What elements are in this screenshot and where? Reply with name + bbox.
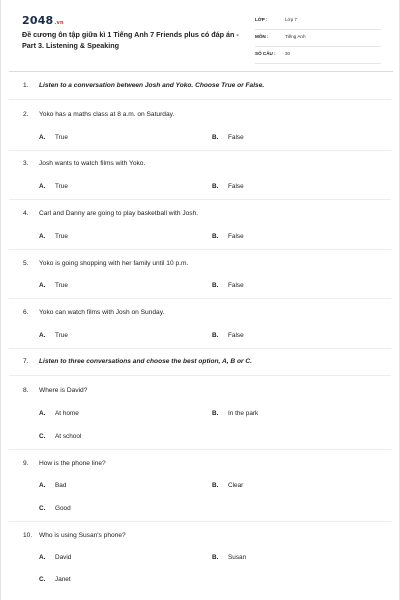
option-b[interactable] [212,282,244,289]
question-text: Yoko has a maths class at 8 a.m. on Saturday. [39,111,175,118]
question-10 [23,532,126,539]
option-text: In the park [228,410,259,417]
option-a[interactable] [39,554,71,561]
item-number: 2. [23,111,29,118]
question-text: How is the phone line? [39,460,106,467]
option-text: True [55,134,68,141]
item-divider [9,449,391,450]
option-text: True [55,282,68,289]
option-text: True [55,183,68,190]
option-text: David [55,554,72,561]
document-title: Đề cương ôn tập giữa kì 1 Tiếng Anh 7 Friends plus có đáp án - Part 3. Listening & Speaking [22,30,239,50]
option-letter: C. [39,576,46,583]
option-text: False [228,183,244,190]
question-3 [23,160,145,167]
question-8 [23,387,87,394]
item-number: 8. [23,387,29,394]
instruction-text: Listen to a conversation between Josh and Yoko. Choose True or False. [39,82,265,89]
option-a[interactable] [39,332,68,339]
option-letter: A. [39,410,46,417]
option-letter: B. [212,332,219,339]
option-letter: A. [39,282,46,289]
option-letter: B. [212,134,219,141]
option-b[interactable] [212,134,244,141]
logo-suffix: .vn [54,20,64,26]
meta-value: Tiếng Anh [285,34,306,39]
item-number: 3. [23,160,29,167]
item-divider [9,99,391,100]
option-text: Janet [55,576,71,583]
option-text: Susan [228,554,247,561]
instruction-7 [23,358,252,365]
option-letter: B. [212,233,219,240]
option-a[interactable] [39,282,68,289]
option-c[interactable] [39,576,71,583]
item-number: 4. [23,210,29,217]
item-number: 1. [23,82,29,89]
option-letter: A. [39,134,46,141]
meta-subject-row [255,32,381,47]
option-a[interactable] [39,183,68,190]
meta-value: Lớp 7 [285,17,297,22]
item-divider [9,375,391,376]
item-divider [9,521,391,522]
question-text: Yoko can watch films with Josh on Sunday. [39,309,165,316]
meta-value: 30 [285,51,291,56]
option-b[interactable] [212,183,244,190]
option-a[interactable] [39,410,79,417]
instruction-text: Listen to three conversations and choose the best option, A, B or C. [39,358,252,365]
site-logo[interactable] [22,14,64,27]
option-letter: A. [39,233,46,240]
item-number: 5. [23,260,29,267]
option-text: False [228,233,244,240]
question-text: Where is David? [39,387,88,394]
option-text: False [228,332,244,339]
option-text: Clear [228,482,244,489]
option-b[interactable] [212,554,246,561]
document-header [1,0,400,72]
question-text: Carl and Danny are going to play basketball with Josh. [39,210,199,217]
question-5 [23,260,188,267]
option-letter: B. [212,410,219,417]
item-number: 9. [23,460,29,467]
option-letter: A. [39,183,46,190]
option-text: True [55,332,68,339]
option-text: False [228,134,244,141]
option-letter: C. [39,433,46,440]
instruction-1 [23,82,264,89]
question-text: Who is using Susan's phone? [39,532,126,539]
option-text: True [55,233,68,240]
item-divider [9,348,391,349]
option-letter: A. [39,332,46,339]
meta-label: MÔN : [255,34,269,39]
option-text: Good [55,505,71,512]
question-6 [23,309,164,316]
question-text: Yoko is going shopping with her family until 10 p.m. [39,260,189,267]
question-4 [23,210,198,217]
item-divider [9,150,391,151]
item-number: 7. [23,358,29,365]
option-c[interactable] [39,433,81,440]
item-divider [9,249,391,250]
option-letter: B. [212,554,219,561]
option-a[interactable] [39,482,66,489]
option-c[interactable] [39,505,71,512]
header-divider [9,71,393,72]
option-text: At home [55,410,79,417]
logo-text: 2048 [22,14,54,27]
item-divider [9,298,391,299]
option-b[interactable] [212,482,243,489]
item-number: 10. [23,532,33,539]
option-b[interactable] [212,332,244,339]
option-b[interactable] [212,410,258,417]
option-letter: A. [39,482,46,489]
meta-label: SỐ CÂU : [255,51,276,56]
item-number: 6. [23,309,29,316]
question-2 [23,111,174,118]
meta-class-row [255,15,381,30]
meta-label: LỚP : [255,17,268,22]
option-text: False [228,282,244,289]
question-9 [23,460,106,467]
option-a[interactable] [39,233,68,240]
metadata-box [255,15,381,66]
option-letter: B. [212,183,219,190]
option-letter: A. [39,554,46,561]
question-text: Josh wants to watch films with Yoko. [39,160,146,167]
option-letter: B. [212,482,219,489]
option-a[interactable] [39,134,68,141]
option-text: At school [55,433,82,440]
item-divider [9,199,391,200]
option-b[interactable] [212,233,244,240]
option-letter: C. [39,505,46,512]
option-letter: B. [212,282,219,289]
meta-count-row [255,49,381,64]
option-text: Bad [55,482,67,489]
